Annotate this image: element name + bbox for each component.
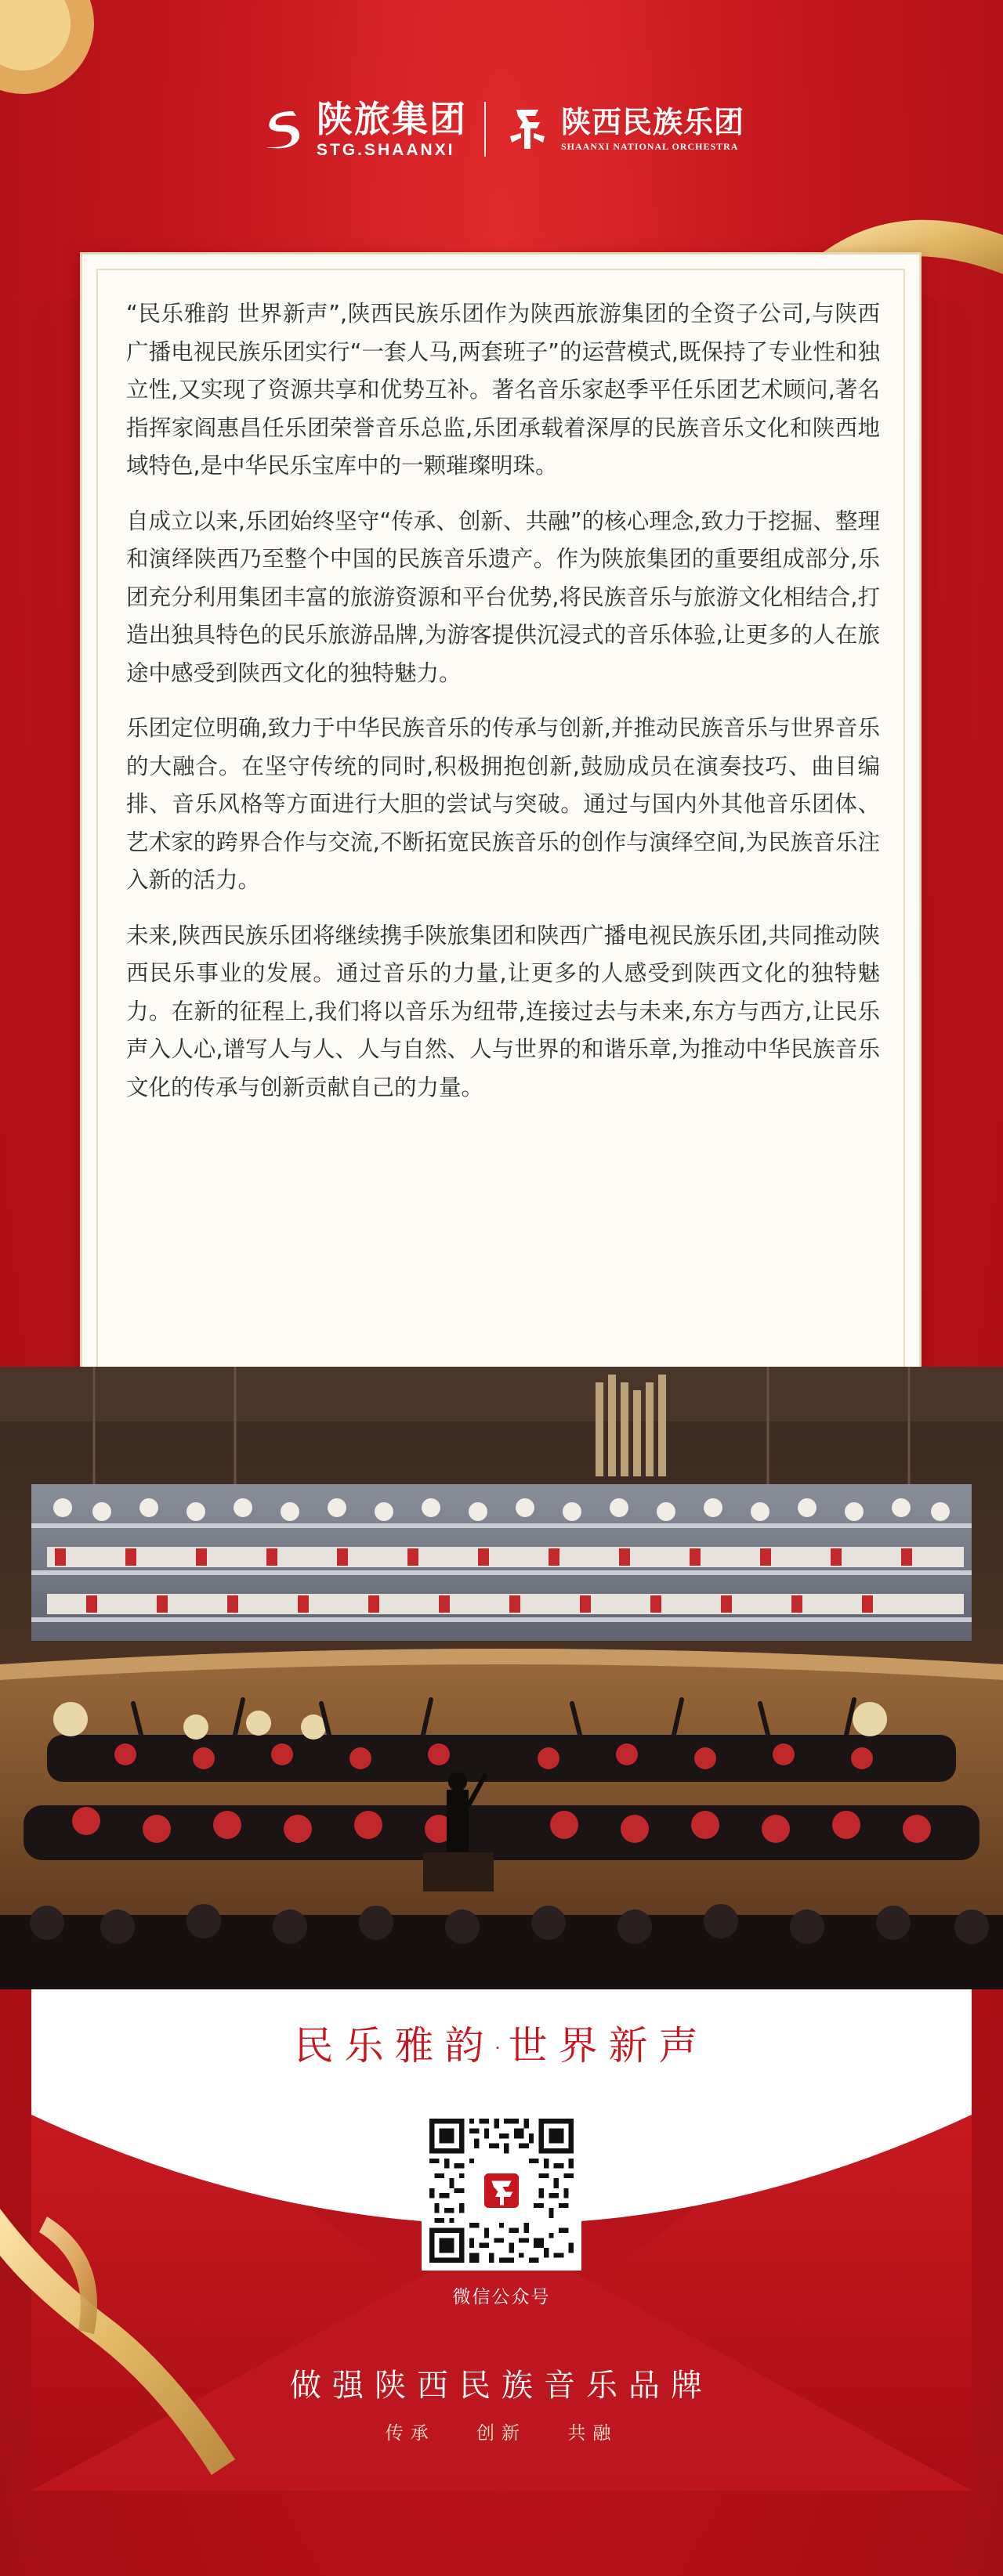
group-logo-icon bbox=[259, 105, 307, 154]
group-logo bbox=[259, 97, 467, 159]
header bbox=[0, 86, 1003, 172]
orchestra-logo bbox=[503, 105, 744, 154]
brand-line: 做强陕西民族音乐品牌 bbox=[290, 2368, 713, 2404]
intro-paragraph-3: 乐团定位明确,致力于中华民族音乐的传承与创新,并推动民族音乐与世界音乐的大融合。在坚守传统的同时,积极拥抱创新,鼓励成员在演奏技巧、曲目编排、音乐风格等方面进行大胆的尝试与突破。通过与国内外其他音乐团体、艺术家的跨界合作与交流,不断拓宽民族音乐的创作与演绎空间,为民族音乐注入新的活力。 bbox=[126, 715, 880, 893]
intro-paragraph-1: “民乐雅韵 世界新声”,陕西民族乐团作为陕西旅游集团的全资子公司,与陕西广播电视民族乐团实行“一套人马,两套班子”的运营模式,既保持了专业性和独立性,又实现了资源共享和优势互补。著名音乐家赵季平任乐团艺术顾问,著名指挥家阎惠昌任乐团荣誉音乐总监,乐团承载着深厚的民族音乐文化和陕西地域特色,是中华民乐宝库中的一颗璀璨明珠。 bbox=[126, 301, 880, 479]
wechat-qr-code[interactable] bbox=[422, 2111, 581, 2271]
logo-divider bbox=[484, 102, 486, 157]
orchestra-photo bbox=[0, 1367, 1003, 1989]
core-value-item: 共融 bbox=[567, 2423, 618, 2444]
slogan-part-1: 民乐雅韵 bbox=[294, 2023, 495, 2068]
orchestra-logo-icon bbox=[503, 105, 552, 154]
orchestra-logo-cn: 陕西民族乐团 bbox=[560, 105, 744, 139]
slogan-separator: · bbox=[494, 2039, 509, 2059]
intro-card bbox=[80, 252, 922, 1371]
group-logo-en: STG.SHAANXI bbox=[316, 140, 455, 159]
intro-paragraph-4: 未来,陕西民族乐团将继续携手陕旅集团和陕西广播电视民族乐团,共同推动陕西民乐事业的发展。通过音乐的力量,让更多的人感受到陕西文化的独特魅力。在新的征程上,我们将以音乐为纽带,连接过去与未来,东方与西方,让民乐声入人心,谱写人与人、人与自然、人与世界的和谐乐章,为推动中华民族音乐文化的传承与创新贡献自己的力量。 bbox=[126, 922, 880, 1100]
core-values bbox=[0, 2419, 1003, 2444]
core-value-item: 传承 bbox=[385, 2423, 436, 2444]
orchestra-photo-illustration bbox=[0, 1367, 1003, 1989]
slogan bbox=[0, 2014, 1003, 2071]
qr-label: 微信公众号 bbox=[452, 2287, 551, 2307]
qr-code-icon bbox=[429, 2119, 574, 2263]
orchestra-logo-en: SHAANXI NATIONAL ORCHESTRA bbox=[560, 141, 739, 152]
group-logo-cn: 陕旅集团 bbox=[316, 97, 467, 140]
core-value-item: 创新 bbox=[476, 2423, 527, 2444]
intro-paragraph-2: 自成立以来,乐团始终坚守“传承、创新、共融”的核心理念,致力于挖掘、整理和演绎陕西乃至整个中国的民族音乐遗产。作为陕旅集团的重要组成部分,乐团充分利用集团丰富的旅游资源和平台优势,将民族音乐与旅游文化相结合,打造出独具特色的民乐旅游品牌,为游客提供沉浸式的音乐体验,让更多的人在旅途中感受到陕西文化的独特魅力。 bbox=[126, 508, 880, 686]
intro-text bbox=[126, 295, 880, 1124]
slogan-part-2: 世界新声 bbox=[508, 2023, 709, 2068]
